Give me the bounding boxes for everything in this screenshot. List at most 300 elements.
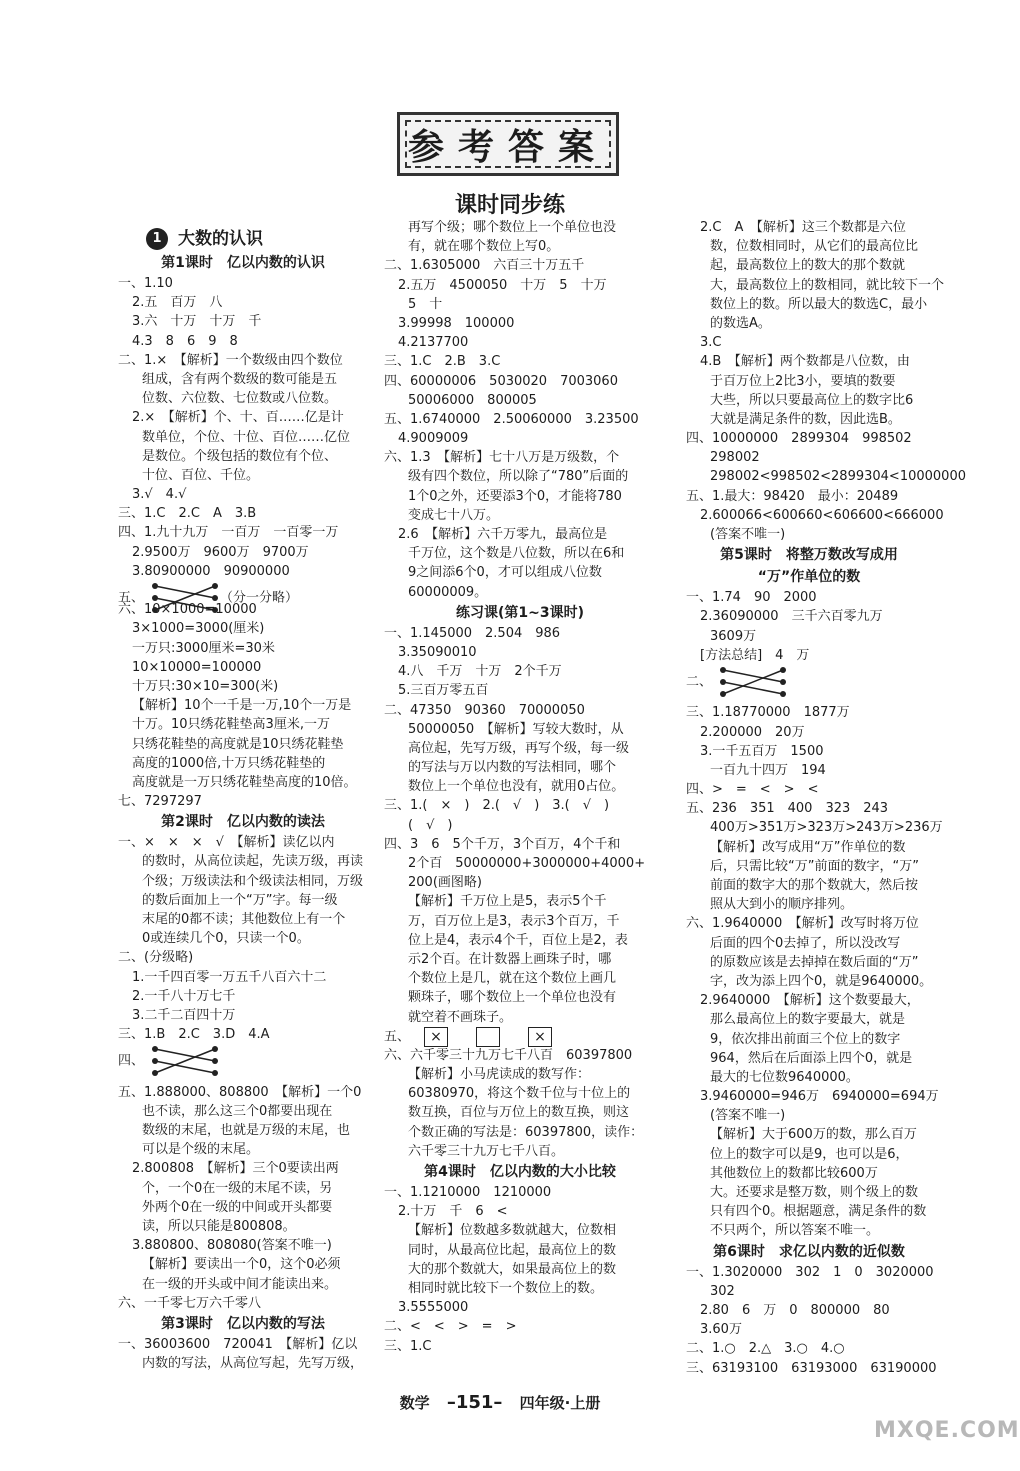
- answer-text: 二、: [686, 674, 713, 690]
- column-right: [686, 218, 966, 1378]
- answer-line: [686, 467, 966, 486]
- answer-line: [686, 525, 932, 544]
- answer-text: 第6课时 求亿以内数的近似数: [713, 1243, 905, 1260]
- answer-line: [118, 1179, 368, 1198]
- answer-text: 就空着不画珠子。: [408, 1009, 513, 1025]
- answer-line: [686, 256, 932, 275]
- watermark: MXQE.COM: [874, 1418, 1020, 1443]
- answer-line: [384, 1008, 656, 1027]
- answer-text: 第2课时 亿以内数的读法: [161, 814, 325, 831]
- answer-text: 六千零三十九万七千八百。: [408, 1143, 565, 1159]
- answer-line: [686, 895, 932, 914]
- answer-text: 五、1.最大：98420 最小：20489: [686, 488, 899, 504]
- answer-text: 数位上一个单位也没有，就用0占位。: [408, 779, 625, 795]
- answer-line: [118, 929, 368, 948]
- answer-text: 3.9460000=946万 6940000=694万: [700, 1089, 939, 1105]
- answer-text: 2.× 【解析】个、十、百……亿是计: [132, 410, 344, 426]
- answer-text: 2.600066<600660<606600<666000: [700, 507, 944, 523]
- answer-text: 四、> = < > <: [686, 782, 819, 798]
- answer-text: 9之间添6个0，才可以组成八位数: [408, 565, 602, 581]
- answer-text: 2.9500万 9600万 9700万: [132, 544, 309, 560]
- answer-line: [686, 352, 932, 371]
- answer-line: [686, 429, 932, 448]
- answer-text: 六、1.9640000 【解析】改写时将万位: [686, 916, 919, 932]
- answer-text: 二、47350 90360 70000050: [384, 702, 585, 718]
- answer-line: [384, 931, 656, 950]
- answer-line: [118, 1335, 368, 1354]
- answer-text: 4.3 8 6 9 8: [132, 333, 238, 349]
- unit-title: 大数的认识: [178, 229, 263, 249]
- answer-text: 六、六千零三十九万七千八百 60397800: [384, 1047, 633, 1063]
- answer-text: 在一级的开头或中间才能读出来。: [142, 1276, 338, 1292]
- answer-text: 3.99998 100000: [398, 315, 515, 331]
- answer-text: 3.二千二百四十万: [132, 1007, 236, 1023]
- answer-line: [384, 950, 656, 969]
- answer-line: [384, 1065, 656, 1084]
- matching-lines-icon: [150, 1044, 220, 1078]
- answer-text: 【解析】10个一千是一万,10个一万是: [132, 698, 352, 714]
- answer-line: [384, 410, 656, 429]
- answer-line: [384, 1142, 656, 1161]
- answer-text: 那么最高位上的数字要最大，就是: [710, 1012, 906, 1028]
- answer-line: [118, 677, 368, 696]
- answer-line: [686, 1010, 932, 1029]
- answer-line: [686, 1282, 932, 1301]
- answer-line: [118, 891, 368, 910]
- answer-line: [118, 1236, 368, 1255]
- answer-line: [384, 912, 656, 931]
- answer-text: 一、× × × √ 【解析】读亿以内: [118, 835, 335, 851]
- answer-line: [686, 876, 932, 895]
- answer-text: 六、1.3 【解析】七十八万是万级数，个: [384, 450, 620, 466]
- answer-line: [384, 372, 656, 391]
- answer-text: 4.2137700: [398, 335, 469, 351]
- answer-text: 三、1.C 2.B 3.C: [384, 354, 501, 370]
- answer-line: [118, 735, 368, 754]
- answer-line: [384, 1241, 656, 1260]
- answer-line: [118, 639, 368, 658]
- answer-text: 一、1.74 90 2000: [686, 590, 817, 606]
- answer-line: [384, 739, 656, 758]
- answer-line: [384, 583, 656, 602]
- answer-text: 5 十: [408, 296, 443, 312]
- answer-line: [384, 1084, 656, 1103]
- answer-text: 大些，所以只要最高位上的数字比6: [710, 392, 914, 408]
- answer-text: 4.B 【解析】两个数都是八位数，由: [700, 354, 910, 370]
- answer-line: [686, 1183, 932, 1202]
- answer-line: [686, 665, 932, 690]
- answer-line: [384, 563, 656, 582]
- footer-grade: 四年级·上册: [519, 1394, 601, 1412]
- answer-text: 5.三百万零五百: [398, 683, 489, 699]
- answer-line: [686, 857, 932, 876]
- answer-text: 2.五 百万 八: [132, 295, 223, 311]
- answer-text: 一、1.145000 2.504 986: [384, 625, 561, 641]
- answer-line: [384, 1183, 656, 1202]
- answer-line: [384, 969, 656, 988]
- answer-text: 个，一个0在一级的末尾不读，另: [142, 1180, 333, 1196]
- answer-text: 有，就在哪个数位上写0。: [408, 239, 560, 255]
- answer-line: [686, 1164, 932, 1183]
- answer-text: 2.80 6 万 0 800000 80: [700, 1302, 890, 1318]
- answer-line: [384, 1103, 656, 1122]
- answer-box: ×: [528, 1027, 552, 1047]
- answer-text: 第3课时 亿以内数的写法: [161, 1315, 325, 1332]
- answer-line: [118, 1121, 368, 1140]
- answer-line: [118, 1083, 368, 1102]
- answer-text: 298002: [710, 450, 760, 466]
- lesson-heading: [384, 1161, 656, 1183]
- answer-line: [686, 237, 932, 256]
- answer-line: [118, 1198, 368, 1217]
- answer-text: 2.36090000 三千六百零九万: [700, 609, 883, 625]
- answer-text: 高位起，先写万级，再写个级，每一级: [408, 740, 630, 756]
- answer-line: [686, 838, 932, 857]
- answer-text: 个数位上是几，就在这个数位上画几: [408, 971, 617, 987]
- answer-text: 个数正确的写法是：60397800，读作：: [408, 1124, 644, 1140]
- answer-text: 大。还要求是整万数，则个级上的数: [710, 1185, 919, 1200]
- answer-line: [384, 237, 656, 256]
- lesson-heading: [118, 252, 368, 274]
- answer-line: [686, 1030, 932, 1049]
- answer-text: 三、1.18770000 1877万: [686, 705, 850, 721]
- answer-text: 后面的四个0去掉了，所以没改写: [710, 935, 901, 951]
- answer-text: 3.5555000: [398, 1300, 469, 1316]
- answer-text: 的原数应该是去掉掉在数后面的“万”: [710, 954, 919, 970]
- answer-text: 相同时就比较下一个数位上的数。: [408, 1280, 604, 1296]
- lesson-heading: [686, 566, 932, 588]
- answer-line: [118, 389, 368, 408]
- answer-line: [384, 506, 656, 525]
- answer-line: [384, 758, 656, 777]
- answer-note: （分一分略）: [220, 590, 299, 606]
- lesson-heading: [118, 811, 368, 833]
- answer-line: [118, 504, 368, 523]
- answer-line: [118, 1294, 368, 1313]
- answer-text: 0或连续几个0，只读一个0。: [142, 931, 310, 947]
- answer-text: 200(画图略): [408, 875, 482, 891]
- answer-line: [118, 466, 368, 485]
- answer-text: 读，所以只能是800808。: [142, 1219, 296, 1234]
- answer-line: [686, 218, 932, 237]
- answer-text: 高度就是一万只绣花鞋垫高度的10倍。: [132, 774, 357, 790]
- answer-line: [118, 1275, 368, 1294]
- answer-text: 四、60000006 5030020 7003060: [384, 373, 618, 389]
- answer-line: [686, 703, 932, 722]
- answer-text: 一万只:3000厘米=30米: [132, 640, 275, 656]
- answer-line: [384, 429, 656, 448]
- answer-text: 照从大到小的顺序排列。: [710, 897, 854, 913]
- answer-text: 二、1.6305000 六百三十万五千: [384, 258, 585, 274]
- answer-text: [方法总结] 4 万: [700, 647, 810, 663]
- answer-line: [686, 627, 932, 646]
- answer-line: [384, 720, 656, 739]
- answer-text: 内数的写法，从高位写起，先写万级，: [142, 1356, 364, 1372]
- answer-line: [384, 448, 656, 467]
- answer-text: 【解析】小马虎读成的数写作：: [408, 1067, 591, 1083]
- answer-text: 400万>351万>323万>243万>236万: [710, 820, 943, 836]
- answer-text: 2.9640000 【解析】这个数要最大，: [700, 993, 920, 1009]
- answer-text: 数，位数相同时，从它们的最高位比: [710, 239, 919, 255]
- answer-line: [686, 1301, 932, 1320]
- answer-text: 2.C A 【解析】这三个数都是六位: [700, 220, 906, 235]
- lesson-heading: [118, 1313, 368, 1335]
- answer-text: 的数选A。: [710, 315, 771, 331]
- answer-line: [384, 1298, 656, 1317]
- answer-line: [118, 1140, 368, 1159]
- answer-text: 3609万: [710, 628, 757, 644]
- answer-line: [686, 607, 932, 626]
- answer-text: 大的那个数就大，如果最高位上的数: [408, 1261, 617, 1277]
- answer-text: 3.60万: [700, 1322, 742, 1338]
- answer-text: (答案不唯一): [710, 1108, 786, 1124]
- answer-text: 第4课时 亿以内数的大小比较: [424, 1164, 616, 1180]
- answer-text: 二、(分级略): [118, 950, 194, 966]
- answer-line: [384, 681, 656, 700]
- answer-line: [686, 1068, 932, 1087]
- answer-text: 十万。10只绣花鞋垫高3厘米,一万: [132, 717, 330, 733]
- answer-line: [686, 1263, 932, 1282]
- answer-line: [118, 872, 368, 891]
- answer-line: [686, 953, 932, 972]
- answer-text: 数位上的数。所以最大的数选C，最小: [710, 296, 928, 312]
- answer-text: 四、3 6 5个千万，3个百万，4个千和: [384, 836, 621, 852]
- answer-text: 二、1.○ 2.△ 3.○ 4.○: [686, 1341, 845, 1357]
- answer-line: [686, 761, 932, 780]
- answer-line: [384, 624, 656, 643]
- answer-line: [384, 643, 656, 662]
- answer-line: [384, 892, 656, 911]
- answer-line: [118, 485, 368, 504]
- answer-text: 位上的数字可以是9，也可以是6，: [710, 1146, 909, 1162]
- page-number: –151–: [446, 1392, 503, 1413]
- answer-text: 示2个百。在计数器上画珠子时，哪: [408, 951, 612, 967]
- lesson-heading: [384, 602, 656, 624]
- answer-text: 3.880800、808080(答案不唯一): [132, 1238, 332, 1254]
- answer-line: [118, 600, 368, 619]
- answer-line: [384, 777, 656, 796]
- answer-text: 末尾的0都不读；其他数位上有一个: [142, 912, 346, 927]
- answer-text: 3×1000=3000(厘米): [132, 621, 265, 637]
- answer-text: 其他数位上的数都比较600万: [710, 1165, 878, 1181]
- answer-line: [686, 914, 932, 933]
- answer-line: [686, 1320, 932, 1339]
- answer-text: 再写个级；哪个数位上一个单位也没: [408, 220, 617, 235]
- answer-line: [118, 408, 368, 427]
- answer-line: [384, 352, 656, 371]
- answer-line: [686, 1087, 939, 1106]
- answer-text: 组成，含有两个数级的数可能是五: [142, 371, 338, 387]
- answer-line: [384, 1279, 656, 1298]
- answer-text: 后，只需比较“万”前面的数字，“万”: [710, 858, 919, 874]
- answer-text: 3.一千五百万 1500: [700, 743, 824, 759]
- answer-line: [686, 1339, 932, 1358]
- answer-line: [686, 588, 932, 607]
- answer-text: 2.6 【解析】六千万零九，最高位是: [398, 527, 608, 542]
- answer-text: 一百九十四万 194: [710, 762, 826, 778]
- answer-text: 千万位，这个数是八位数，所以在6和: [408, 546, 625, 562]
- answer-text: 298002<998502<2899304<10000000: [710, 469, 966, 485]
- answer-text: 三、63193100 63193000 63190000: [686, 1360, 937, 1376]
- answer-line: [118, 987, 368, 1006]
- answer-line: [118, 562, 368, 581]
- answer-text: 于百万位上2比3小，要填的数要: [710, 373, 896, 389]
- answer-line: [686, 780, 932, 799]
- answer-text: 第5课时 将整万数改写成用: [720, 547, 898, 564]
- answer-line: [686, 972, 932, 991]
- answer-text: 三、1.C 2.C A 3.B: [118, 506, 257, 522]
- answer-text: 大，最高数位上的数相同，就比较下一个: [710, 277, 945, 293]
- answer-text: 302: [710, 1283, 735, 1299]
- answer-text: 的数后面加上一个“万”字。每一级: [142, 892, 338, 908]
- answer-text: 起，最高数位上的数大的那个数就: [710, 258, 906, 274]
- lesson-heading: [686, 1241, 932, 1263]
- answer-text: 964，然后在后面添上四个0，就是: [710, 1050, 913, 1066]
- answer-line: [384, 873, 656, 892]
- answer-text: 变成七十八万。: [408, 507, 500, 523]
- answer-text: 4.八 千万 十万 2个千万: [398, 664, 562, 680]
- answer-box: ×: [424, 1027, 448, 1047]
- answer-line: [686, 1359, 937, 1378]
- answer-text: 【解析】改写成用“万”作单位的数: [710, 839, 906, 855]
- answer-text: 1.一千四百零一万五千八百六十二: [132, 969, 327, 985]
- answer-line: [686, 372, 932, 391]
- answer-line: [384, 1123, 656, 1142]
- answer-line: [686, 1106, 932, 1125]
- answer-text: 9，依次排出前面三个位上的数字: [710, 1031, 901, 1047]
- answer-line: [686, 1202, 932, 1221]
- answer-line: [118, 696, 368, 715]
- answer-line: [118, 852, 368, 871]
- answer-line: [686, 487, 932, 506]
- answer-text: 一、1.3020000 302 1 0 3020000: [686, 1264, 934, 1280]
- answer-line: [118, 1025, 368, 1044]
- answer-text: 十位、百位、千位。: [142, 467, 260, 483]
- answer-line: [384, 544, 656, 563]
- answer-line: [118, 274, 368, 293]
- answer-line: [384, 1202, 656, 1221]
- page-footer: [0, 1392, 1000, 1413]
- answer-text: 个级；万级读法和个级读法相同，万级: [142, 873, 364, 889]
- answer-line: [118, 351, 368, 370]
- answer-text: (答案不唯一): [710, 527, 786, 542]
- answer-text: 50006000 800005: [408, 392, 537, 408]
- answer-line: [118, 428, 368, 447]
- answer-text: 三、1.B 2.C 3.D 4.A: [118, 1027, 270, 1043]
- answer-line: [384, 1337, 656, 1356]
- answer-text: 数级的末尾，也就是万级的末尾，也: [142, 1123, 351, 1139]
- answer-text: 一、36003600 720041 【解析】亿以: [118, 1336, 358, 1352]
- answer-line: [686, 295, 932, 314]
- answer-line: [384, 1221, 656, 1240]
- answer-line: [384, 295, 656, 314]
- answer-line: [384, 467, 656, 486]
- answer-text: 1个0之外，还要添3个0，才能将780: [408, 488, 622, 504]
- answer-text: 4.9009009: [398, 431, 469, 447]
- answer-text: 四、1.九十九万 一百万 一百零一万: [118, 525, 339, 541]
- answer-text: 2.800808 【解析】三个0要读出两: [132, 1161, 339, 1177]
- answer-text: 位上是4，表示4个千，百位上是2，表: [408, 932, 628, 948]
- answer-text: 前面的数字大的那个数就大，然后按: [710, 878, 919, 893]
- answer-text: 的数时，从高位读起，先读万级，再读: [142, 854, 364, 870]
- answer-line: [384, 525, 656, 544]
- answer-line: [118, 1255, 368, 1274]
- answer-line: [384, 256, 656, 275]
- answer-line: [384, 1260, 656, 1279]
- answer-line: [118, 1217, 368, 1236]
- answer-text: 五、: [384, 1029, 411, 1045]
- answer-text: 3.六 十万 十万 千: [132, 314, 262, 330]
- answer-line: [118, 1044, 368, 1069]
- answer-line: [118, 332, 368, 351]
- answer-text: “万”作单位的数: [757, 569, 861, 586]
- answer-text: 最大的七位数9640000。: [710, 1069, 859, 1085]
- answer-text: 六、一千零七万六千零八: [118, 1295, 262, 1311]
- answer-text: 五、1.6740000 2.50060000 3.23500: [384, 411, 639, 427]
- answer-line: [118, 910, 368, 929]
- answer-line: [686, 448, 932, 467]
- answer-text: 七、7297297: [118, 794, 202, 810]
- answer-line: [118, 1102, 368, 1121]
- answer-text: 三、1.( × ) 2.( √ ) 3.( √ ): [384, 798, 610, 814]
- answer-line: [686, 934, 932, 953]
- answer-text: 五、: [118, 590, 145, 606]
- answer-line: [384, 391, 656, 410]
- answer-text: 数互换，百位与万位上的数互换，则这: [408, 1105, 630, 1121]
- answer-line: [118, 523, 368, 542]
- answer-text: 【解析】要读出一个0，这个0必须: [142, 1257, 341, 1273]
- answer-line: [384, 796, 656, 815]
- answer-text: 可以是个级的末尾。: [142, 1142, 260, 1158]
- answer-text: 高度的1000倍,十万只绣花鞋垫的: [132, 755, 326, 771]
- answer-line: [118, 658, 368, 677]
- answer-text: 数单位，个位、十位、百位……亿位: [142, 429, 351, 445]
- answer-line: [384, 276, 656, 295]
- answer-line: [118, 581, 368, 606]
- answer-line: [686, 1145, 932, 1164]
- answer-text: 【解析】千万位上是5，表示5个千: [408, 894, 607, 910]
- section-subtitle: 课时同步练: [455, 193, 566, 218]
- answer-line: [118, 293, 368, 312]
- answer-line: [384, 333, 656, 352]
- answer-line: [686, 506, 944, 525]
- answer-text: 万，百万位上是3，表示3个百万，千: [408, 913, 620, 929]
- answer-line: [118, 1006, 368, 1025]
- answer-line: [686, 1125, 932, 1144]
- answer-text: 60000009。: [408, 584, 488, 600]
- answer-text: ( √ ): [408, 817, 453, 833]
- answer-text: 字，改为添上四个0，就是9640000。: [710, 973, 933, 989]
- answer-line: [384, 487, 656, 506]
- answer-line: [686, 314, 932, 333]
- answer-line: [118, 1159, 368, 1178]
- answer-text: 十万只:30×10=300(米): [132, 678, 279, 694]
- answer-text: 只有四个0。根据题意，满足条件的数: [710, 1204, 927, 1220]
- answer-text: 只绣花鞋垫的高度就是10只绣花鞋垫: [132, 736, 344, 752]
- answer-text: 四、: [118, 1053, 145, 1069]
- answer-line: [118, 773, 368, 792]
- answer-line: [686, 276, 945, 295]
- answer-line: [686, 799, 932, 818]
- answer-line: [384, 218, 656, 237]
- answer-text: 【解析】大于600万的数，那么百万: [710, 1127, 917, 1143]
- answer-line: [686, 818, 943, 837]
- answer-line: [384, 1046, 656, 1065]
- answer-line: [118, 792, 368, 811]
- answer-text: 五、1.888000、808800 【解析】一个0: [118, 1084, 362, 1100]
- unit-number-badge: 1: [146, 228, 168, 250]
- answer-text: 也不读，那么这三个0都要出现在: [142, 1103, 333, 1119]
